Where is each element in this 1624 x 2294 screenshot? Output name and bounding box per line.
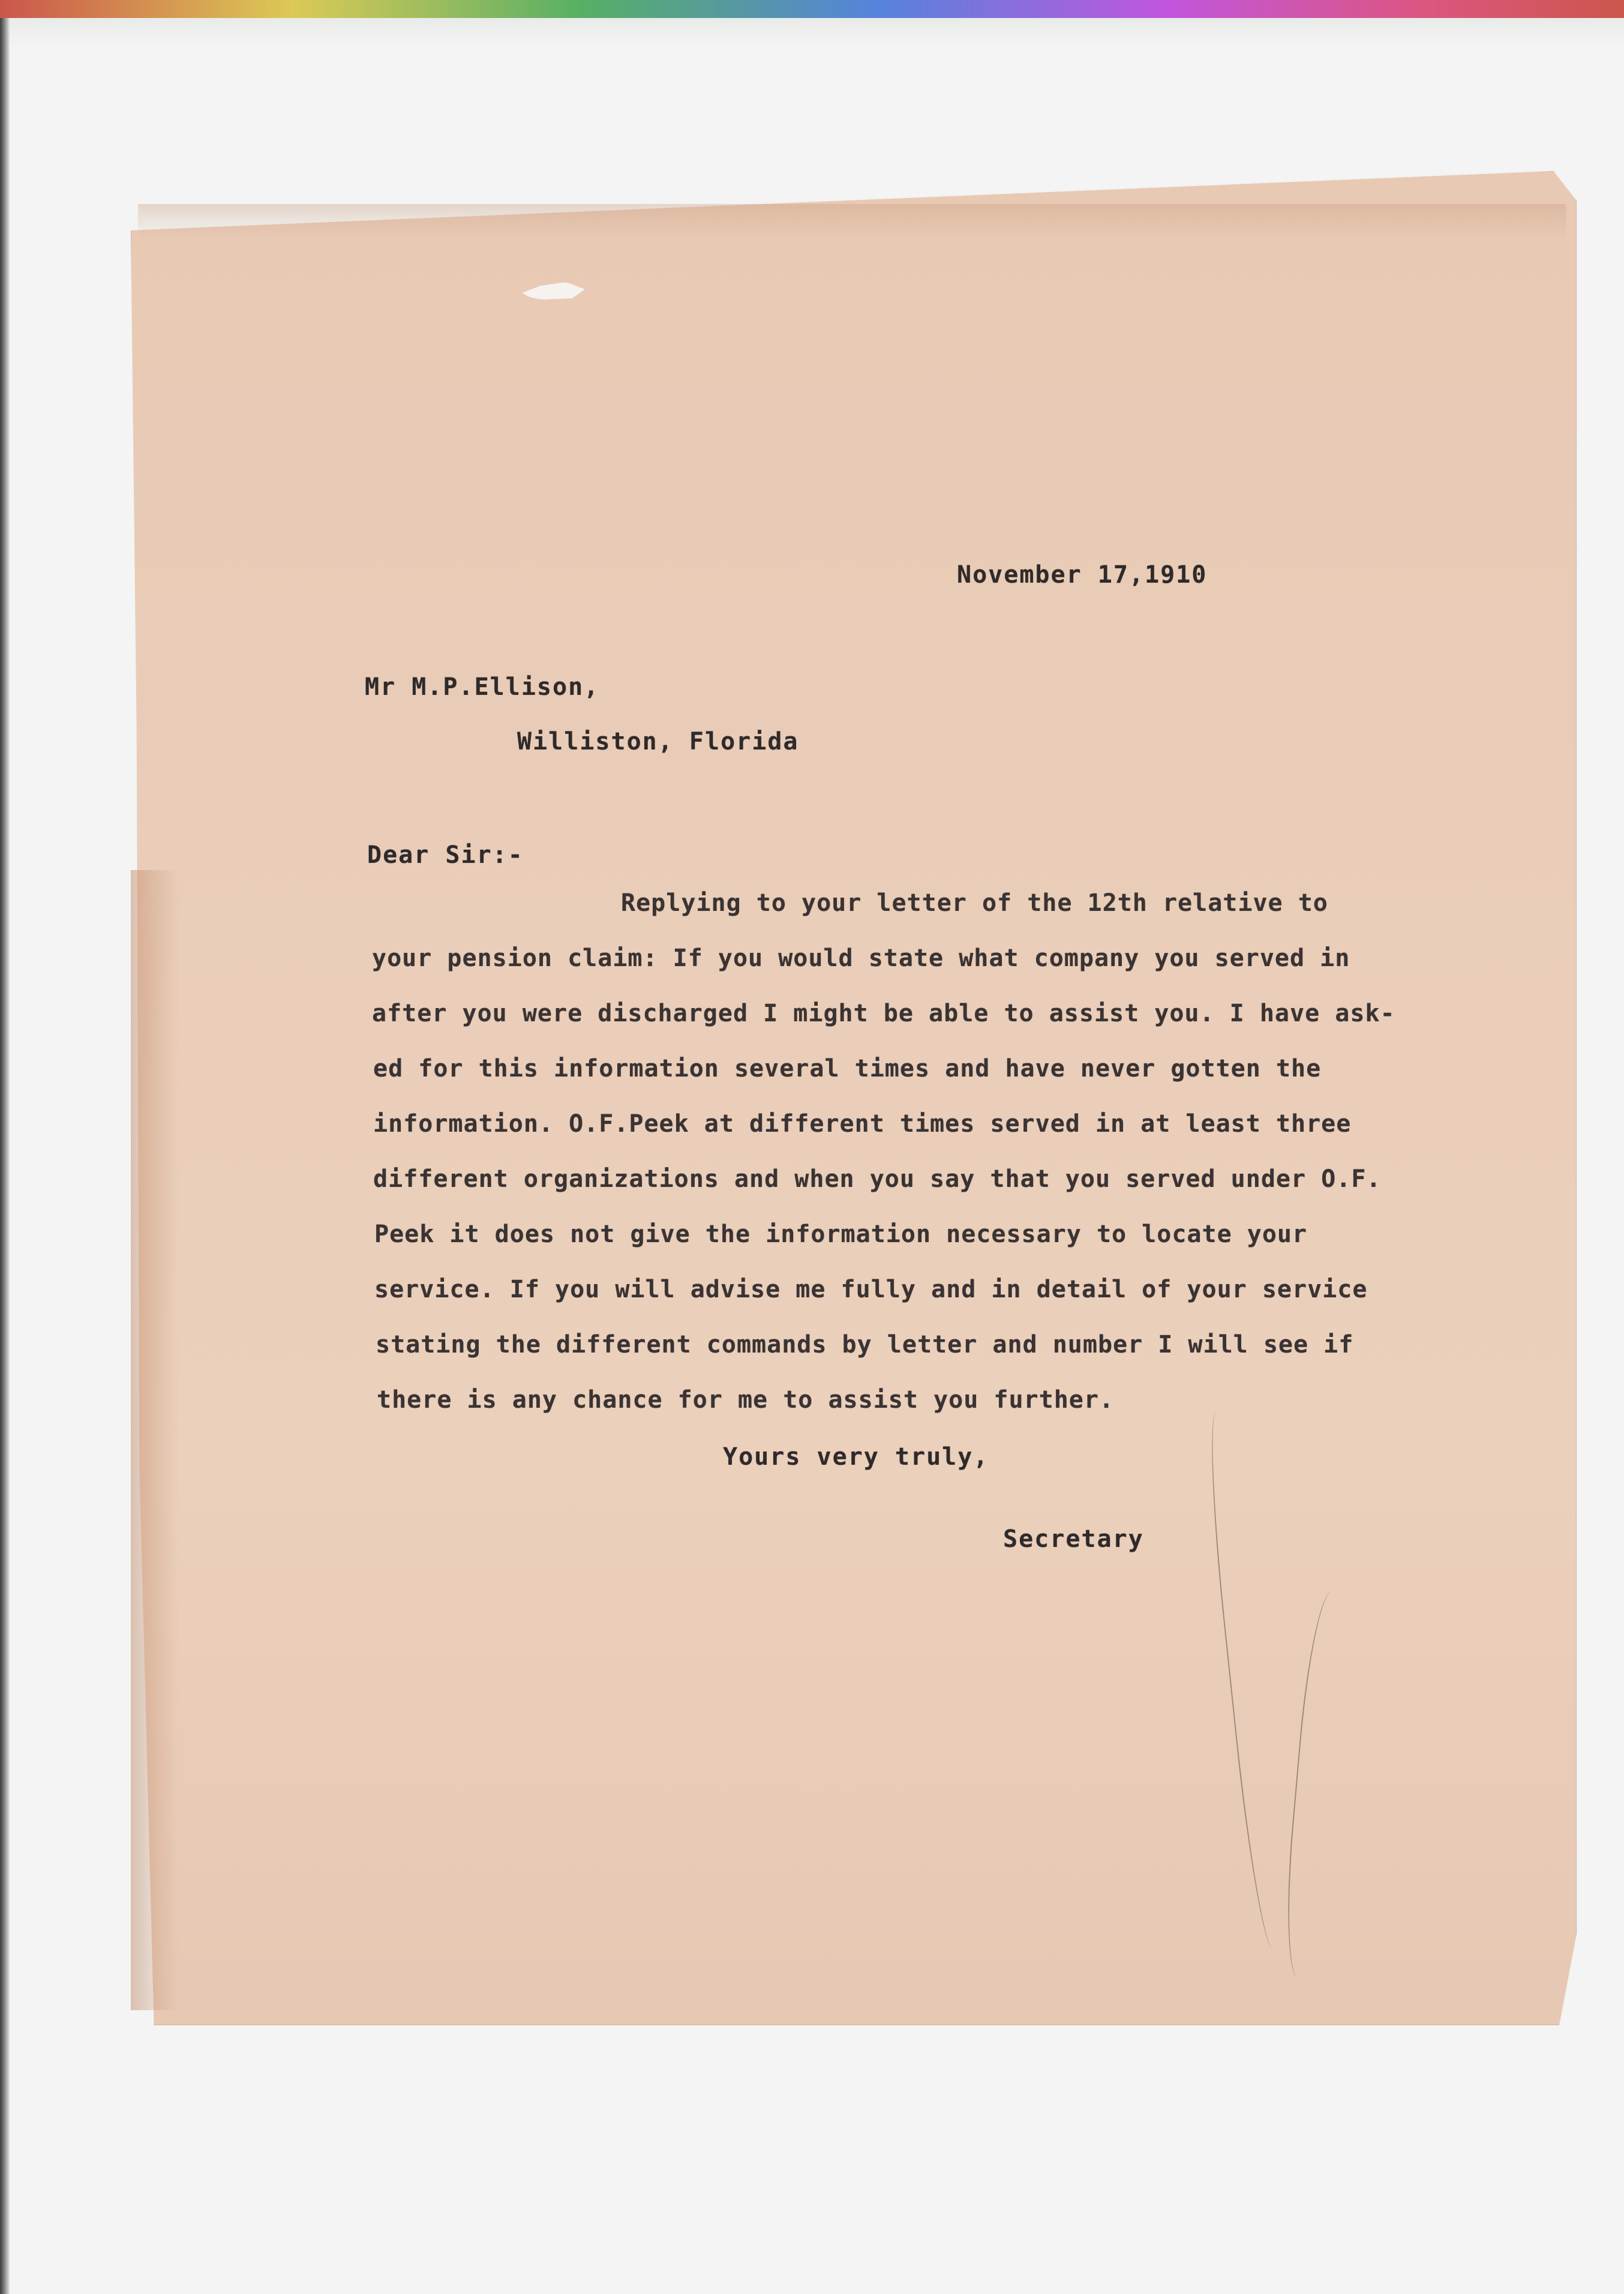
body-line: information. O.F.Peek at different times served in at least three	[373, 1110, 1352, 1138]
body-line: different organizations and when you say that you served under O.F.	[373, 1165, 1382, 1193]
closing: Yours very truly,	[723, 1443, 989, 1471]
body-line: after you were discharged I might be able to assist you. I have ask-	[372, 1000, 1395, 1027]
letter-paper	[131, 171, 1577, 2025]
letter-date: November 17,1910	[957, 561, 1208, 589]
body-line: service. If you will advise me fully and in detail of your service	[374, 1276, 1368, 1303]
paper-top-stain	[138, 204, 1566, 240]
paper-edge-stain	[131, 870, 179, 2010]
body-line: stating the different commands by letter and number I will see if	[376, 1331, 1354, 1359]
scanner-left-edge	[0, 18, 10, 2294]
recipient-location: Williston, Florida	[517, 728, 799, 755]
body-line: there is any chance for me to assist you further.	[377, 1386, 1115, 1414]
signature-title: Secretary	[1003, 1525, 1144, 1553]
scanner-shadow	[0, 18, 1624, 48]
recipient-name: Mr M.P.Ellison,	[365, 673, 600, 701]
body-line: ed for this information several times and have never gotten the	[373, 1055, 1322, 1082]
body-line: your pension claim: If you would state what company you served in	[372, 944, 1350, 972]
scanner-color-strip	[0, 0, 1624, 18]
salutation: Dear Sir:-	[367, 841, 524, 869]
body-line: Replying to your letter of the 12th relative to	[621, 889, 1328, 917]
body-line: Peek it does not give the information necessary to locate your	[374, 1221, 1308, 1248]
